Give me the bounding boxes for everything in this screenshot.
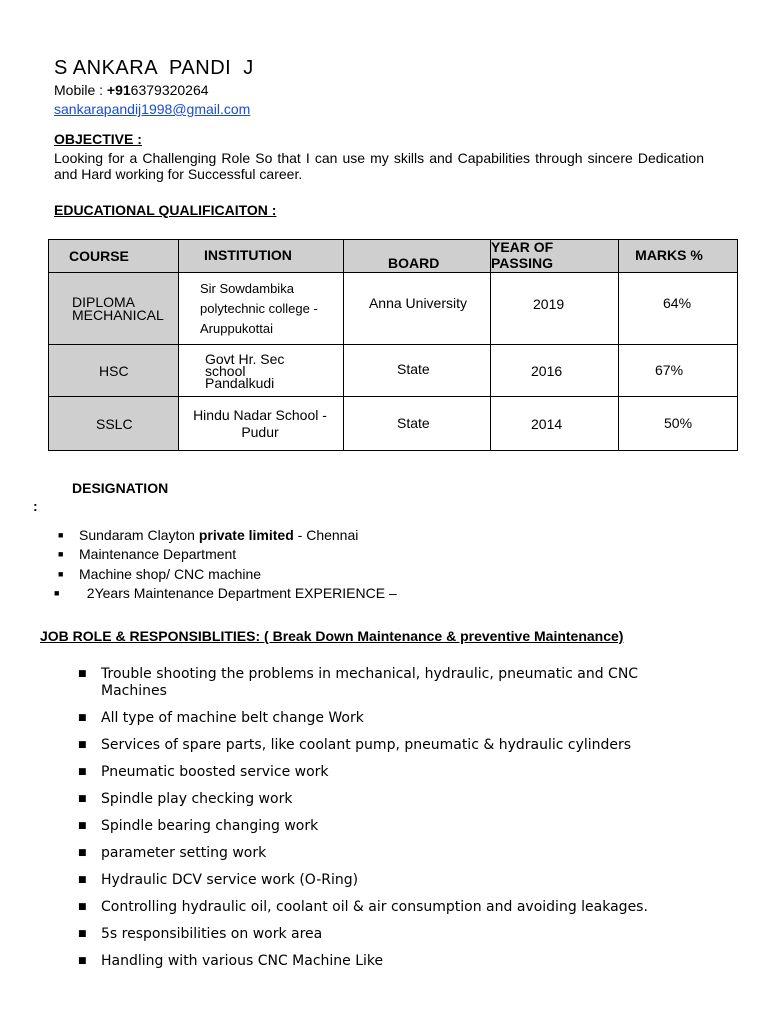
square-bullet-icon: ■ bbox=[78, 713, 87, 723]
list-item-text: All type of machine belt change Work bbox=[101, 710, 364, 726]
list-item bbox=[78, 899, 698, 916]
list-item-text: Hydraulic DCV service work (O-Ring) bbox=[101, 872, 359, 888]
list-item bbox=[78, 926, 698, 943]
list-item bbox=[78, 666, 698, 700]
row2-year: 2016 bbox=[531, 362, 563, 379]
education-row bbox=[49, 273, 738, 345]
row3-course-cell bbox=[49, 397, 179, 451]
list-item bbox=[78, 737, 698, 754]
list-item bbox=[78, 872, 698, 889]
row3-year: 2014 bbox=[531, 415, 563, 432]
row1-course: DIPLOMA MECHANICAL bbox=[72, 293, 164, 323]
row1-marks-cell bbox=[619, 273, 738, 345]
company-location: - Chennai bbox=[293, 527, 359, 543]
row1-marks: 64% bbox=[663, 294, 692, 311]
designation-colon: : bbox=[33, 498, 38, 514]
header-year: YEAR OF PASSING bbox=[491, 239, 554, 271]
list-item bbox=[54, 565, 397, 584]
square-bullet-icon: ■ bbox=[78, 956, 87, 966]
square-bullet-icon: ■ bbox=[54, 587, 60, 598]
education-heading: EDUCATIONAL QUALIFICAITON : bbox=[54, 202, 277, 218]
header-year-cell bbox=[491, 240, 619, 273]
row3-marks: 50% bbox=[664, 414, 693, 431]
list-item bbox=[78, 818, 698, 835]
header-course: COURSE bbox=[69, 248, 129, 264]
row1-year: 2019 bbox=[533, 295, 565, 312]
mobile-line bbox=[54, 82, 209, 98]
row1-board: Anna University bbox=[368, 294, 468, 311]
list-item-text: Pneumatic boosted service work bbox=[101, 764, 329, 780]
row1-year-cell bbox=[491, 273, 619, 345]
candidate-name: S ANKARA PANDI J bbox=[54, 57, 254, 79]
row1-institution: Sir Sowdambika polytechnic college - Aruppukottai bbox=[200, 280, 318, 336]
row1-institution-cell bbox=[179, 273, 344, 345]
education-row bbox=[49, 397, 738, 451]
row1-course-cell bbox=[49, 273, 179, 345]
objective-text: Looking for a Challenging Role So that I can use my skills and Capabilities through sincere Dedication and Hard working for Successful career. bbox=[54, 150, 704, 182]
company-type: private limited bbox=[198, 527, 294, 543]
designation-heading: DESIGNATION bbox=[72, 480, 169, 496]
row3-board: State bbox=[397, 414, 430, 431]
list-item-text: Spindle bearing changing work bbox=[101, 818, 319, 834]
row2-course-cell bbox=[49, 345, 179, 397]
row3-course: SSLC bbox=[96, 415, 133, 432]
header-institution: INSTITUTION bbox=[204, 246, 292, 263]
list-item bbox=[78, 845, 698, 862]
square-bullet-icon: ■ bbox=[78, 821, 87, 831]
square-bullet-icon: ■ bbox=[78, 875, 87, 885]
list-item-text: Maintenance Department bbox=[79, 546, 237, 563]
list-item bbox=[78, 764, 698, 781]
header-course-cell bbox=[49, 240, 179, 273]
mobile-number: 6379320264 bbox=[130, 82, 209, 98]
square-bullet-icon: ■ bbox=[58, 549, 64, 560]
list-item-text: Machine shop/ CNC machine bbox=[79, 565, 262, 582]
square-bullet-icon: ■ bbox=[78, 794, 87, 804]
square-bullet-icon: ■ bbox=[58, 530, 64, 540]
company-name: Sundaram Clayton bbox=[79, 527, 199, 543]
row3-institution-cell bbox=[179, 397, 344, 451]
list-item-text: Spindle play checking work bbox=[101, 791, 293, 807]
square-bullet-icon: ■ bbox=[58, 568, 64, 579]
row2-course: HSC bbox=[99, 362, 129, 379]
list-item-text: parameter setting work bbox=[101, 845, 267, 861]
list-item bbox=[78, 710, 698, 727]
square-bullet-icon: ■ bbox=[78, 848, 87, 858]
list-item bbox=[54, 545, 397, 564]
row2-institution-cell bbox=[179, 345, 344, 397]
square-bullet-icon: ■ bbox=[78, 902, 87, 912]
square-bullet-icon: ■ bbox=[78, 767, 87, 777]
list-item-text: Trouble shooting the problems in mechanical, hydraulic, pneumatic and CNC Machines bbox=[101, 666, 639, 699]
list-item-text: Controlling hydraulic oil, coolant oil & air consumption and avoiding leakages. bbox=[101, 899, 648, 915]
header-marks-cell bbox=[619, 240, 738, 273]
square-bullet-icon: ■ bbox=[78, 740, 87, 750]
list-item-text: Services of spare parts, like coolant pump, pneumatic & hydraulic cylinders bbox=[101, 737, 632, 753]
education-table bbox=[48, 239, 738, 451]
row2-board: State bbox=[397, 361, 430, 377]
header-board-cell bbox=[344, 240, 491, 273]
mobile-prefix: +91 bbox=[106, 82, 131, 98]
row2-board-cell bbox=[344, 345, 491, 397]
list-item bbox=[78, 953, 698, 970]
objective-heading: OBJECTIVE : bbox=[54, 131, 142, 147]
list-item bbox=[54, 584, 397, 603]
header-marks: MARKS % bbox=[635, 247, 703, 263]
row3-marks-cell bbox=[619, 397, 738, 451]
designation-list bbox=[54, 526, 397, 603]
header-institution-cell bbox=[179, 240, 344, 273]
row2-year-cell bbox=[491, 345, 619, 397]
list-item-text: 5s responsibilities on work area bbox=[101, 926, 323, 942]
row2-institution: Govt Hr. Sec school Pandalkudi bbox=[205, 350, 285, 391]
list-item-text: 2Years Maintenance Department EXPERIENCE – bbox=[79, 584, 397, 601]
row2-marks-cell bbox=[619, 345, 738, 397]
education-row bbox=[49, 345, 738, 397]
square-bullet-icon: ■ bbox=[78, 929, 87, 939]
row2-marks: 67% bbox=[655, 362, 684, 378]
list-item bbox=[78, 791, 698, 808]
row3-institution: Hindu Nadar School - Pudur bbox=[193, 406, 327, 440]
row3-board-cell bbox=[344, 397, 491, 451]
square-bullet-icon: ■ bbox=[78, 669, 87, 679]
job-role-list bbox=[78, 666, 698, 980]
row3-year-cell bbox=[491, 397, 619, 451]
job-role-heading: JOB ROLE & RESPONSIBLITIES: ( Break Down Maintenance & preventive Maintenance) bbox=[40, 628, 624, 644]
education-header-row bbox=[49, 240, 738, 273]
row1-board-cell bbox=[344, 273, 491, 345]
list-item-text: Handling with various CNC Machine Like bbox=[101, 953, 384, 969]
header-board: BOARD bbox=[388, 255, 440, 271]
email-link[interactable]: sankarapandij1998@gmail.com bbox=[54, 101, 251, 117]
mobile-label: Mobile : bbox=[54, 82, 104, 98]
list-item bbox=[54, 526, 397, 545]
